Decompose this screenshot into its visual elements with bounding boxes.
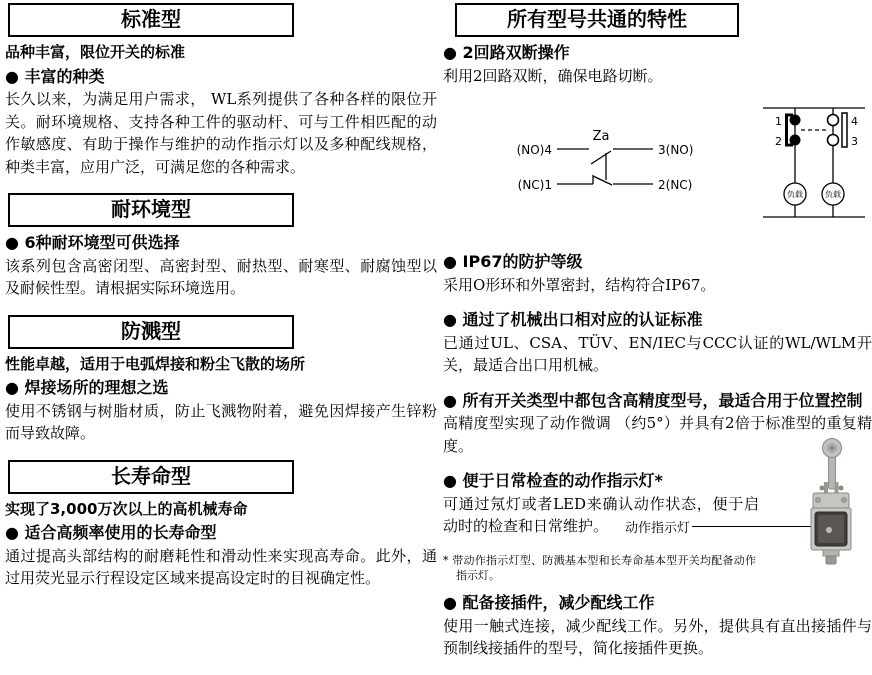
feature-body: 已通过UL、CSA、TÜV、EN/IEC与CCC认证的WL/WLM开关，最适合出口用机械。 (443, 333, 872, 375)
schematic-label-za: Za (592, 129, 610, 145)
contact-circle (828, 115, 839, 126)
feature-ip67 (443, 253, 872, 296)
feature-double-break (443, 44, 872, 87)
feature-heading: ● 便于日常检查的动作指示灯* (443, 471, 663, 491)
feature-body: 使用一触式连接，减少配线工作。另外，提供具有直出接插件与预制线接插件的型号，简化接插件更换。 (443, 616, 872, 658)
roller-lever (820, 439, 844, 495)
feature-heading: ● IP67的防护等级 (443, 252, 583, 272)
contact-schematic-diagram (495, 114, 710, 229)
feature-body: 采用O形环和外罩密封，结构符合IP67。 (443, 275, 716, 294)
left-column (5, 0, 437, 605)
indicator-lamp-callout-label: 动作指示灯 (625, 521, 691, 536)
schematic-label-nc1: (NC)1 (517, 178, 552, 193)
terminal-label-4: 4 (851, 115, 858, 129)
schematic-label-2nc: 2(NC) (658, 178, 693, 193)
section-environment-resistant-type (5, 193, 437, 300)
feature-heading: ● 丰富的种类 (5, 66, 105, 86)
load-label-left: 负载 (787, 190, 803, 200)
feature-heading: ● 6种耐环境型可供选择 (5, 233, 180, 253)
feature-body: 使用不锈钢与树脂材质，防止飞溅物附着，避免因焊接产生锌粉而导致故障。 (5, 401, 437, 443)
indicator-lamp-callout (625, 517, 817, 536)
switch-body (811, 508, 851, 550)
section-subtitle: 品种丰富，限位开关的标准 (5, 43, 186, 61)
double-break-circuit-diagram (758, 102, 870, 238)
feature-heading: ● 所有开关类型中都包含高精度型号，最适合用于位置控制 (443, 390, 863, 410)
feature-body: 高精度型实现了动作微调 （约5°）并具有2倍于标准型的重复精度。 (443, 414, 872, 455)
section-header-box: 标准型 (8, 3, 294, 37)
feature-body: 可通过氖灯或者LED来确认动作状态，便于启动时的检查和日常维护。 (443, 494, 759, 536)
section-subtitle: 性能卓越，适用于电弧焊接和粉尘飞散的场所 (5, 354, 306, 373)
feature-heading: ● 2回路双断操作 (443, 43, 570, 62)
bottom-plunger (823, 550, 839, 564)
section-header-box: 长寿命型 (8, 460, 294, 494)
feature-heading: ● 适合高频率使用的长寿命型 (5, 523, 217, 543)
limit-switch-photo (799, 438, 863, 566)
circuit-diagrams (443, 102, 872, 242)
terminal-label-3: 3 (851, 135, 858, 149)
feature-heading: ● 配备接插件，减少配线工作 (443, 592, 655, 612)
section-long-life-type (5, 460, 437, 590)
contact-bar (842, 113, 847, 147)
contact-dot (790, 115, 801, 126)
section-subtitle: 实现了3,000万次以上的高机械寿命 (5, 499, 248, 518)
feature-body: 该系列包含高密闭型、高密封型、耐热型、耐寒型、耐腐蚀型以及耐候性型。请根据实际环境选用。 (5, 256, 437, 298)
contact-dot (790, 135, 801, 146)
indicator-lamp-dot (826, 527, 832, 533)
section-header-box-common-features: 所有型号共通的特性 (455, 3, 739, 37)
right-column (443, 0, 872, 675)
feature-certifications (443, 311, 872, 377)
terminal-label-1: 1 (775, 115, 782, 129)
terminal-label-2: 2 (775, 135, 782, 149)
switch-head (813, 493, 849, 508)
feature-heading: ● 焊接场所的理想之选 (5, 378, 169, 398)
section-header-box: 耐环境型 (8, 193, 294, 227)
schematic-label-no4: (NO)4 (516, 143, 552, 158)
contact-circle (828, 135, 839, 146)
feature-body: 通过提高头部结构的耐磨耗性和滑动性来实现高寿命。此外，通过用荧光显示行程设定区域来提高设定时的目视确定性。 (5, 546, 437, 588)
section-spatter-prevention-type (5, 315, 437, 445)
indicator-lamp-footnote: * 带动作指示灯型、防溅基本型和长寿命基本型开关均配备动作指示灯。 (443, 553, 756, 582)
feature-body: 利用2回路双断，确保电路切断。 (443, 66, 663, 85)
schematic-label-3no: 3(NO) (658, 143, 694, 158)
feature-body: 长久以来，为满足用户需求， WL系列提供了各种各样的限位开关。耐环境规格、支持各种工件的驱动杆、可与工件相匹配的动作敏感度、有助于操作与维护的动作指示灯以及多种配线规格，种类丰富，应用广泛，可满足您的各种需求。 (5, 90, 437, 176)
section-standard-type (5, 3, 437, 178)
feature-connectors (443, 594, 872, 660)
feature-heading: ● 通过了机械出口相对应的认证标准 (443, 310, 703, 330)
load-label-right: 负载 (825, 190, 841, 200)
section-header-box: 防溅型 (8, 315, 294, 349)
